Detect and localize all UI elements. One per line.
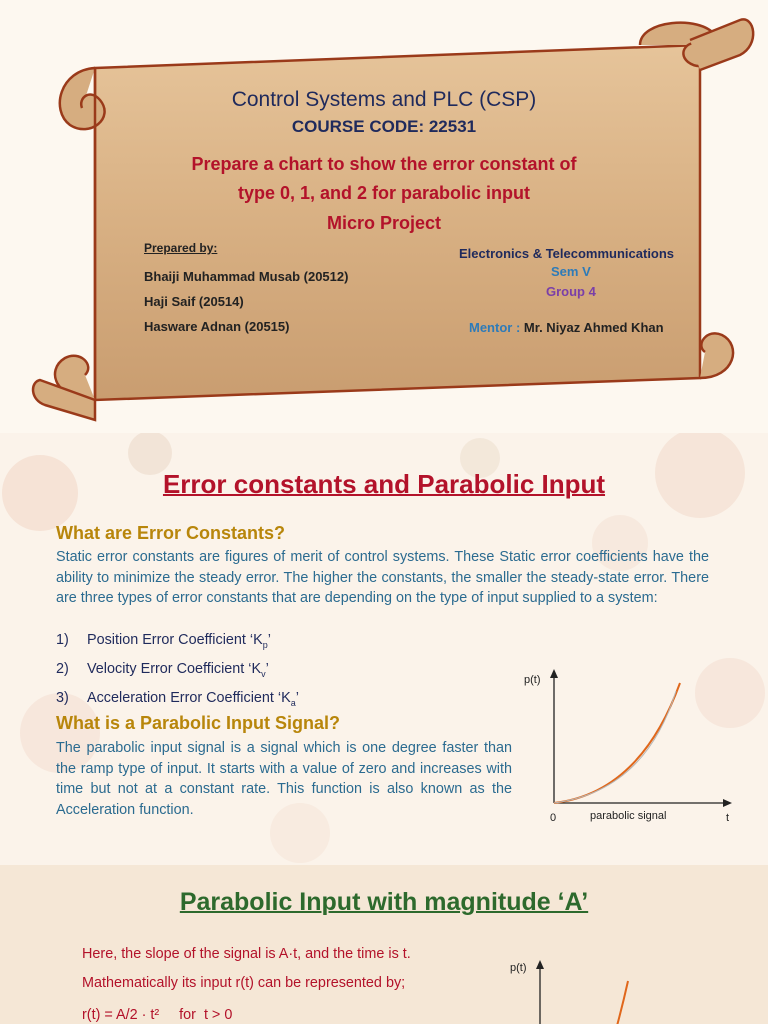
graph-y-label: p(t) <box>510 962 527 974</box>
list-text: Acceleration Error Coefficient ‘K <box>87 689 291 706</box>
project-aim-line-1: Prepare a chart to show the error constant of <box>191 154 577 174</box>
mentor <box>469 320 664 335</box>
list-number: 1) <box>56 632 69 648</box>
project-type: Micro Project <box>326 213 442 233</box>
mentor-name: Mr. Niyaz Ahmed Khan <box>523 320 664 335</box>
group-number: Group 4 <box>546 284 596 299</box>
slide-title <box>0 888 768 917</box>
list-subscript: p <box>262 639 268 650</box>
semester: Sem V <box>551 264 591 279</box>
input-formula: r(t) = A/2 · t² for t > 0 <box>82 1007 233 1023</box>
list-subscript: v <box>261 668 266 679</box>
parabolic-curve <box>554 683 680 803</box>
y-axis-arrow-icon <box>536 960 544 969</box>
error-constants-paragraph: Static error constants are figures of merit of control systems. These Static error coefficients have the ability to minimize the steady error. The higher the constants, the smaller the steady-state error. There are three types of error constants that are depending on the type of input supplied to a system: <box>56 549 709 606</box>
parabolic-signal-graph <box>520 663 740 828</box>
heading-parabolic-input: What is a Parabolic Input Signal? <box>56 713 341 733</box>
list-quote: ’ <box>265 660 269 677</box>
slide-title-text: Error constants and Parabolic Input <box>162 469 606 499</box>
list-text: Velocity Error Coefficient ‘K <box>87 660 262 677</box>
heading-error-constants: What are Error Constants? <box>56 523 286 543</box>
course-code: COURSE CODE: 22531 <box>291 117 477 136</box>
project-aim-line-2: type 0, 1, and 2 for parabolic input <box>237 183 531 203</box>
y-axis-arrow-icon <box>550 669 558 678</box>
department: Electronics & Telecommunications <box>459 246 675 261</box>
list-number: 2) <box>56 660 69 677</box>
reference-curve <box>554 691 676 803</box>
slide-title-text: Parabolic Input with magnitude ‘A’ <box>179 888 589 916</box>
prepared-by-label: Prepared by: <box>144 241 218 255</box>
project-aim <box>160 150 608 208</box>
list-item <box>56 686 299 715</box>
title-slide <box>0 0 768 433</box>
member-1: Bhaiji Muhammad Musab (20512) <box>144 269 349 284</box>
parabolic-input-paragraph: The parabolic input signal is a signal which is one degree faster than the ramp type of input. It starts with a value of zero and increases with time but not at a constant rate. This function is also known as the Acceleration function. <box>56 740 512 818</box>
x-axis-arrow-icon <box>723 799 732 807</box>
list-quote: ’ <box>295 689 299 706</box>
list-quote: ’ <box>267 632 271 648</box>
list-subscript: a <box>290 697 296 708</box>
mentor-label: Mentor : <box>469 320 521 335</box>
member-2: Haji Saif (20514) <box>144 294 244 309</box>
parabolic-magnitude-slide <box>0 865 768 1024</box>
list-item <box>56 628 299 657</box>
graph-x-label: t <box>726 812 730 824</box>
error-coefficient-list <box>56 628 299 715</box>
representation-description: Mathematically its input r(t) can be represented by; <box>82 975 406 991</box>
error-constants-slide <box>0 433 768 865</box>
graph-origin-label: 0 <box>550 812 557 824</box>
slide-title <box>0 469 768 500</box>
member-3: Hasware Adnan (20515) <box>144 319 290 334</box>
list-number: 3) <box>56 689 69 706</box>
graph-curve-label: parabolic signal <box>590 810 667 822</box>
graph-y-label: p(t) <box>524 674 541 686</box>
list-text: Position Error Coefficient ‘K <box>87 632 263 648</box>
parabolic-magnitude-graph <box>500 953 660 1024</box>
parabolic-curve <box>615 981 628 1024</box>
course-title: Control Systems and PLC (CSP) <box>231 88 537 111</box>
list-item <box>56 657 299 686</box>
slope-description: Here, the slope of the signal is A·t, and the time is t. <box>82 946 411 962</box>
